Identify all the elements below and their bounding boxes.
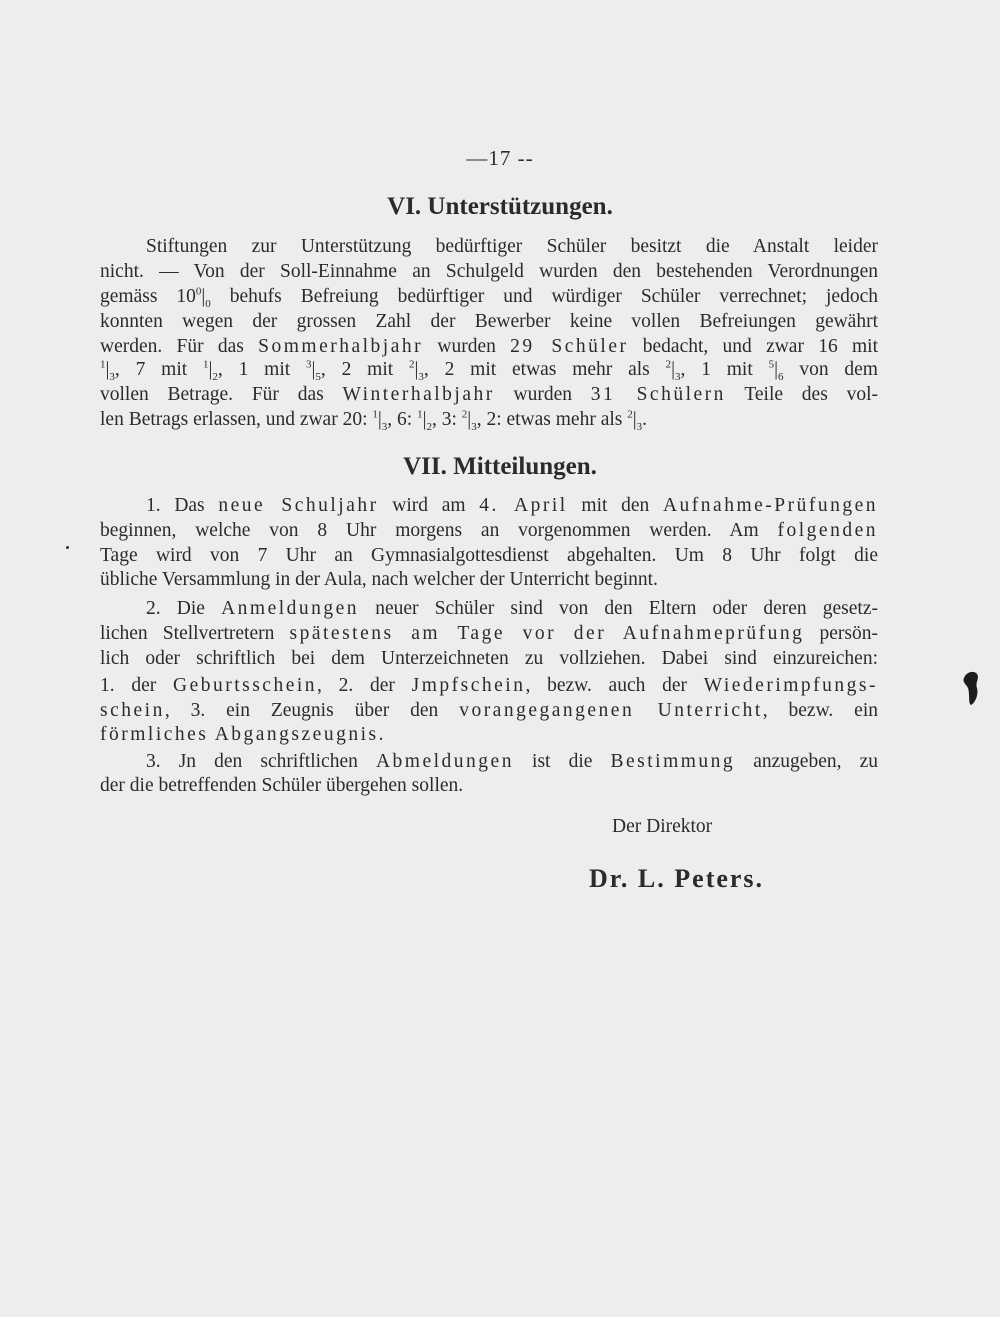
paragraph-line: konnten wegen der grossen Zahl der Bewerber keine vollen Befreiungen gewährt (100, 311, 878, 332)
paragraph-line: werden. Für das Sommerhalbjahr wurden 29 Schüler bedacht, und zwar 16 mit (100, 336, 878, 357)
section-heading-announcements: VII. Mitteilungen. (403, 453, 597, 480)
paragraph-line: der die betreffenden Schüler übergehen sollen. (100, 775, 464, 796)
paper-speck (66, 546, 69, 549)
paragraph-line: beginnen, welche von 8 Uhr morgens an vorgenommen werden. Am folgenden (100, 520, 878, 541)
paragraph-line: schein, 3. ein Zeugnis über den vorangegangenen Unterricht, bezw. ein (100, 700, 879, 721)
signature-name: Dr. L. Peters. (589, 864, 765, 893)
paragraph-line: 1. der Geburtsschein, 2. der Jmpfschein, bezw. auch der Wiederimpfungs- (100, 675, 878, 696)
signature-label: Der Direktor (612, 816, 713, 837)
paragraph-line: 2. Die Anmeldungen neuer Schüler sind von den Eltern oder deren gesetz- (146, 598, 878, 619)
paragraph-line: lich oder schriftlich bei dem Unterzeichneten zu vollziehen. Dabei sind einzureichen: (100, 648, 878, 669)
paragraph-line: 1. Das neue Schuljahr wird am 4. April mit den Aufnahme-Prüfungen (146, 495, 879, 516)
paragraph-line: förmliches Abgangszeugnis. (100, 724, 384, 745)
paragraph-line: Stiftungen zur Unterstützung bedürftiger Schüler besitzt die Anstalt leider (146, 236, 878, 257)
paragraph-line: len Betrags erlassen, und zwar 20: $^1|_3$, 6: $^1|_2$, 3: $^2|_3$, 2: etwas mehr als $^2|_3$. (100, 408, 648, 433)
paragraph-line: $^1|_3$, 7 mit $^1|_2$, 1 mit $^3|_5$, 2 mit $^2|_3$, 2 mit etwas mehr als $^2|_3$, 1 mit $^5|_6$ von dem (100, 358, 878, 383)
paragraph-line: Tage wird von 7 Uhr an Gymnasialgottesdienst abgehalten. Um 8 Uhr folgt die (100, 545, 878, 566)
section-heading-support: VI. Unterstützungen. (387, 193, 613, 220)
ink-blot-mark (962, 670, 980, 706)
paragraph-line: 3. Jn den schriftlichen Abmeldungen ist die Bestimmung anzugeben, zu (146, 751, 878, 772)
paragraph-line: nicht. — Von der Soll-Einnahme an Schulgeld wurden den bestehenden Verordnungen (100, 261, 878, 282)
paragraph-line: gemäss $10^0|_0$ behufs Befreiung bedürftiger und würdiger Schüler verrechnet; jedoch (100, 285, 878, 310)
page-number: —17 -- (466, 146, 534, 170)
paragraph-line: vollen Betrage. Für das Winterhalbjahr wurden 31 Schülern Teile des vol- (100, 384, 878, 405)
paragraph-line: übliche Versammlung in der Aula, nach welcher der Unterricht beginnt. (100, 569, 658, 590)
paragraph-line: lichen Stellvertretern spätestens am Tage vor der Aufnahmeprüfung persön- (100, 623, 878, 644)
